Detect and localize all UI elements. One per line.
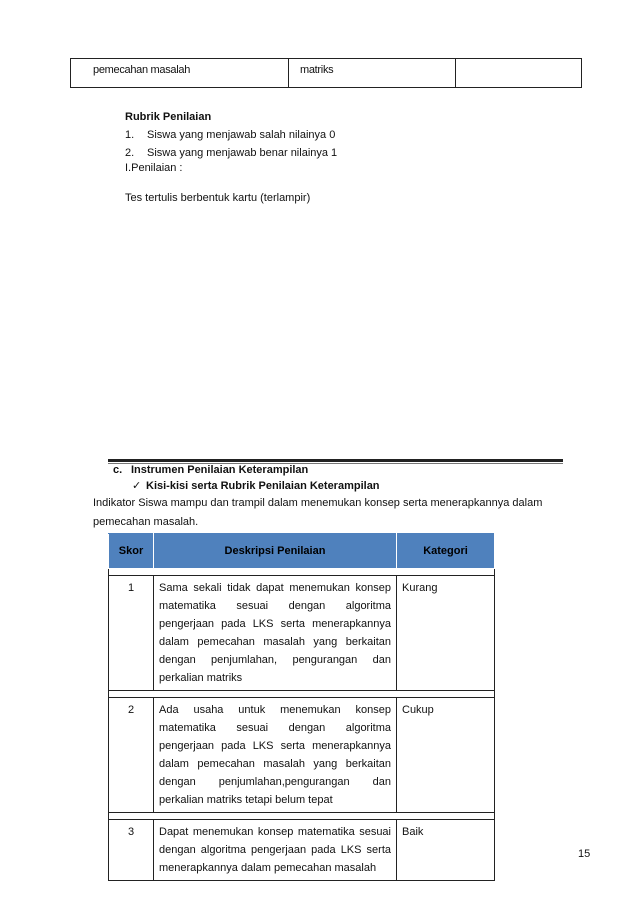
header-skor: Skor xyxy=(109,534,154,569)
rubrik-title: Rubrik Penilaian xyxy=(125,111,212,123)
score-cell: 1 xyxy=(109,576,154,691)
spacer xyxy=(109,691,495,698)
section-divider xyxy=(108,459,563,462)
table-row xyxy=(109,698,495,813)
checkmark-icon: ✓ xyxy=(132,480,142,492)
rubric-table-wrapper xyxy=(108,533,494,874)
tes-text: Tes tertulis berbentuk kartu (terlampir) xyxy=(125,192,311,204)
category-cell: Cukup xyxy=(397,698,495,813)
header-kategori: Kategori xyxy=(397,534,495,569)
penilaian-label: I.Penilaian : xyxy=(125,162,183,174)
category-cell: Baik xyxy=(397,820,495,881)
header-deskripsi: Deskripsi Penilaian xyxy=(154,534,397,569)
table-row xyxy=(109,820,495,881)
cell-pemecahan-masalah: pemecahan masalah xyxy=(93,64,191,76)
continuation-table-row xyxy=(70,58,582,88)
spacer xyxy=(109,569,495,576)
table-row xyxy=(109,576,495,691)
table-divider xyxy=(455,59,456,87)
cell-matriks: matriks xyxy=(300,64,334,76)
description-cell: Sama sekali tidak dapat menemukan konsep matematika sesuai dengan algoritma pengerjaan pada LKS serta menerapkannya dalam pemecahan masalah yang berkaitan dengan penjumlahan, pengurangan dan perkalian matriks xyxy=(154,576,397,691)
page-number: 15 xyxy=(578,848,591,860)
score-cell: 3 xyxy=(109,820,154,881)
rubric-table xyxy=(108,533,495,881)
table-divider xyxy=(288,59,289,87)
section-c-heading: c. Instrumen Penilaian Keterampilan xyxy=(113,464,309,476)
spacer xyxy=(109,813,495,820)
rubrik-item: 2. Siswa yang menjawab benar nilainya 1 xyxy=(125,147,338,159)
score-cell: 2 xyxy=(109,698,154,813)
description-cell: Ada usaha untuk menemukan konsep matematika sesuai dengan algoritma pengerjaan pada LKS serta menerapkannya dalam pemecahan masalah yang berkaitan dengan penjumlahan,pengurangan dan perkalian matriks tetapi belum tepat xyxy=(154,698,397,813)
category-cell: Kurang xyxy=(397,576,495,691)
rubrik-item: 1. Siswa yang menjawab salah nilainya 0 xyxy=(125,129,336,141)
kisi-kisi-heading: ✓ Kisi-kisi serta Rubrik Penilaian Keterampilan xyxy=(132,480,380,492)
description-cell: Dapat menemukan konsep matematika sesuai dengan algoritma pengerjaan pada LKS serta menerapkannya dalam pemecahan masalah xyxy=(154,820,397,881)
rubrik-penilaian xyxy=(125,108,337,162)
indikator-paragraph: Indikator Siswa mampu dan trampil dalam menemukan konsep serta menerapkannya dalam pemecahan masalah. xyxy=(93,497,543,528)
